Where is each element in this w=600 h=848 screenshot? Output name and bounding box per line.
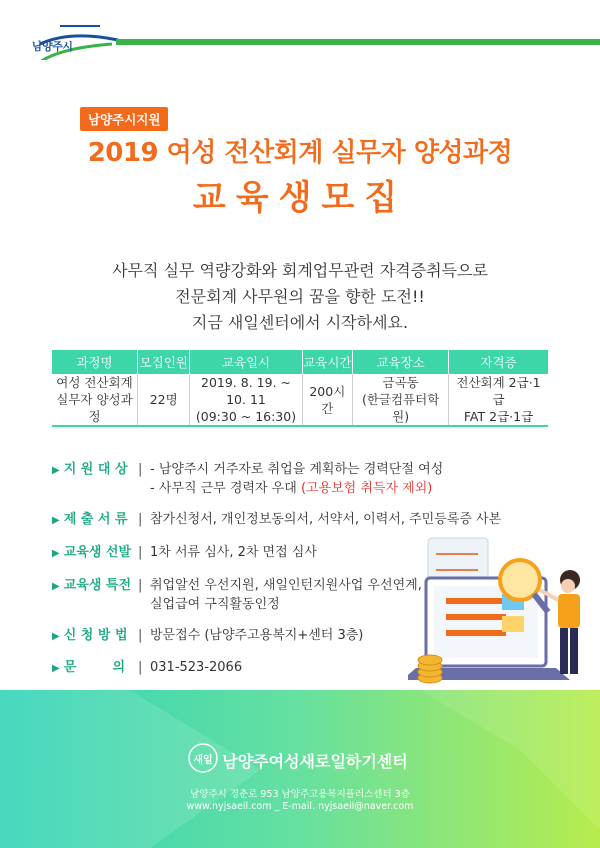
triangle-bullet-icon: ▶ (52, 465, 60, 476)
info-label (52, 460, 144, 480)
col-header: 교육일시 (190, 350, 302, 374)
triangle-bullet-icon: ▶ (52, 631, 60, 642)
separator: | (138, 628, 143, 643)
course-line: 여성 전산회계 (56, 375, 133, 390)
col-header: 자격증 (449, 350, 548, 374)
course-table (52, 350, 548, 427)
info-value: 방문접수 (남양주고용복지+센터 3층) (150, 628, 364, 643)
info-value (150, 460, 510, 498)
center-name: 남양주여성새로일하기센터 (222, 752, 408, 771)
logo-swoosh-icon (0, 0, 600, 60)
info-label-text: 문 의 (63, 660, 126, 675)
cert-cell (449, 374, 548, 426)
place-line: 금곡동 (382, 375, 419, 390)
date-line: 2019. 8. 19. ~ 10. 11 (201, 375, 291, 407)
info-label-text: 교육생 특전 (63, 578, 132, 593)
date-cell (190, 374, 302, 426)
recruit-title: 교육생모집 (192, 178, 408, 218)
intro-line-3: 지금 새일센터에서 시작하세요. (191, 313, 409, 332)
target-exclusion: (고용보험 취득자 제외) (300, 481, 433, 496)
target-line-1: - 남양주시 거주자로 취업을 계획하는 경력단절 여성 (150, 462, 444, 477)
intro-line-1: 사무직 실무 역량강화와 회계업무관련 자격증취득으로 (112, 261, 488, 280)
info-value: 1차 서류 심사, 2차 면접 심사 (150, 545, 317, 560)
cert-line: 전산회계 2급·1급 (456, 375, 541, 407)
table-header-row (52, 350, 548, 374)
place-line: (한글컴퓨터학원) (361, 392, 440, 424)
col-header: 교육장소 (353, 350, 449, 374)
intro-line-2: 전문회계 사무원의 꿈을 향한 도전!! (175, 287, 425, 306)
hours-cell: 200시간 (302, 374, 353, 426)
info-label-text: 신 청 방 법 (63, 628, 128, 643)
namyangju-logo (24, 24, 114, 68)
support-badge: 남양주시지원 (80, 107, 168, 131)
target-line-2 (150, 479, 510, 498)
info-value: 031-523-2066 (150, 660, 243, 675)
cert-line: FAT 2급·1급 (463, 409, 534, 424)
separator: | (138, 578, 143, 593)
info-label (52, 658, 144, 678)
info-label-text: 교육생 선발 (63, 545, 132, 560)
info-value: 참가신청서, 개인정보동의서, 서약서, 이력서, 주민등록증 사본 (150, 512, 502, 527)
table-row (52, 374, 548, 426)
separator: | (138, 660, 143, 675)
triangle-bullet-icon: ▶ (52, 548, 60, 559)
separator: | (138, 462, 143, 477)
logo-text: 남양주시 (32, 40, 73, 53)
separator: | (138, 545, 143, 560)
info-label (52, 576, 144, 596)
course-title: 2019 여성 전산회계 실무자 양성과정 (87, 138, 513, 168)
info-label (52, 626, 144, 646)
info-value (150, 576, 450, 614)
target-line-2a: - 사무직 근무 경력자 우대 (150, 481, 301, 496)
benefits-line-1: 취업알선 우선지원, 새일인턴지원사업 우선연계, (150, 578, 422, 593)
info-label (52, 543, 144, 563)
info-label (52, 510, 144, 530)
col-header: 과정명 (52, 350, 137, 374)
info-label-text: 지 원 대 상 (63, 462, 128, 477)
triangle-bullet-icon: ▶ (52, 515, 60, 526)
col-header: 모집인원 (137, 350, 190, 374)
triangle-bullet-icon: ▶ (52, 581, 60, 592)
people-cell: 22명 (137, 374, 190, 426)
place-cell (353, 374, 449, 426)
col-header: 교육시간 (302, 350, 353, 374)
info-label-text: 제 출 서 류 (63, 512, 128, 527)
center-address: 남양주시 경춘로 953 남양주고용복지플러스센터 3층 (190, 789, 410, 800)
course-cell (52, 374, 137, 426)
benefits-line-2: 실업급여 구직활동인정 (150, 597, 280, 612)
course-line: 실무자 양성과정 (56, 392, 133, 424)
separator: | (138, 512, 143, 527)
office-worker-illustration-icon (408, 528, 598, 708)
triangle-bullet-icon: ▶ (52, 663, 60, 674)
center-web: www.nyjsaeil.com _ E-mail. nyjsaeil@naver.com (186, 801, 414, 812)
saeil-logo: 새일 (193, 755, 213, 766)
time-line: (09:30 ~ 16:30) (195, 409, 297, 424)
